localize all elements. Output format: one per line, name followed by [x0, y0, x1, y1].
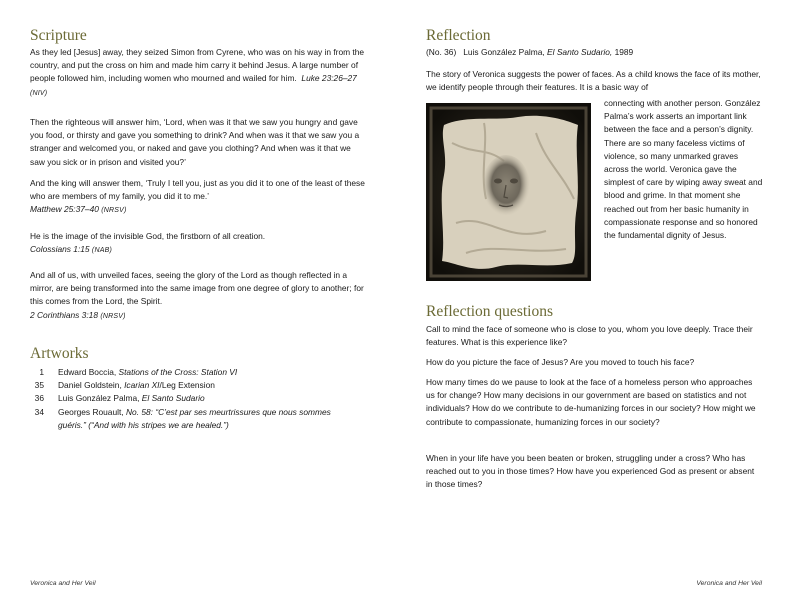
artwork-title: Icarian XI — [124, 380, 160, 391]
artwork-item — [30, 406, 358, 432]
passage-version: (NRSV) — [100, 312, 126, 320]
shroud-image — [426, 103, 591, 281]
artwork-item — [30, 379, 370, 392]
passage-text: And the king will answer them, ‘Truly I tell you, just as you did it to one of the least of these who are members of my family, you did it to me.’ — [30, 178, 365, 202]
credit-artist: Luis González Palma, — [463, 47, 545, 57]
artwork-item — [30, 366, 370, 379]
right-page — [396, 0, 792, 612]
artworks-list — [30, 366, 370, 432]
reflection-intro: The story of Veronica suggests the power of faces. As a child knows the face of its mother, we identify people through their features. It is a basic way of — [426, 69, 761, 93]
artwork-number: 34 — [34, 406, 44, 417]
artwork-title-translation: (“And with his stripes we are healed.”) — [85, 419, 229, 430]
passage-version: (NRSV) — [101, 207, 127, 215]
passage-text: He is the image of the invisible God, the firstborn of all creation. — [30, 231, 266, 241]
passage-text: And all of us, with unveiled faces, seeing the glory of the Lord as though reflected in a mirror, are being transformed into the same image from one degree of glory to another; for this comes from the Lord, the Spirit. — [30, 270, 364, 307]
scripture-passage-colossians — [30, 230, 366, 257]
artwork-number: 1 — [39, 367, 44, 377]
page-footer: Veronica and Her Veil — [30, 580, 96, 587]
credit-year: 1989 — [614, 47, 634, 57]
artwork-credit — [426, 46, 766, 59]
artwork-image-el-santo-sudario — [426, 103, 591, 281]
question-1: Call to mind the face of someone who is close to you, whom you love deeply. Trace their features. What is this experience like? — [426, 324, 753, 348]
credit-title: El Santo Sudario, — [547, 47, 613, 57]
passage-text: Then the righteous will answer him, ‘Lord, when was it that we saw you hungry and gave you food, or thirsty and gave you something to drink? And when was it that we saw you a stranger and welcomed you, or naked and gave you clothing? And when was it that we saw you sick or in prison and visited you?’ — [30, 117, 360, 167]
question-4: When in your life have you been beaten or broken, struggling under a cross? Who has reached out to you in those times? How have you experienced God as present or absent in those times? — [426, 453, 755, 490]
artwork-title: Stations of the Cross: Station VI — [118, 367, 238, 377]
artwork-artist: Georges Rouault, — [58, 406, 124, 417]
page-footer: Veronica and Her Veil — [696, 580, 762, 587]
passage-version: (NIV) — [30, 89, 48, 97]
passage-version: (NAB) — [91, 247, 112, 255]
artwork-artist: Luis González Palma, — [58, 393, 140, 404]
artwork-number: 35 — [34, 380, 44, 391]
passage-reference: Luke 23:26–27 — [301, 73, 357, 84]
scripture-passage-matthew-b — [30, 177, 366, 218]
scripture-passage-corinthians — [30, 269, 366, 323]
question-2: How do you picture the face of Jesus? Are you moved to touch his face? — [426, 357, 695, 367]
reflection-body: connecting with another person. González Palma’s work asserts an important link between the face and a person’s dignity. There are so many faceless victims of violence, so many unmarked graves across the world. Veronica gave the simplest of care by wiping away sweat and blood and grime. In that moment she reached out from her basic humanity in compassionate response and so honored the fundamental dignity of Jesus. — [604, 98, 763, 241]
artwork-item — [30, 392, 370, 405]
question-3: How many times do we pause to look at the face of a homeless person who approaches us for change? How many decisions in our government are based on statistics and not individuals? How do we contribute to de-humanizing forces in our society? How might we contribute to compassionate, humanizing forces in our society? — [426, 377, 756, 427]
artwork-artist: Daniel Goldstein, — [58, 380, 122, 391]
passage-reference: Matthew 25:37–40 — [30, 204, 99, 215]
passage-text: As they led [Jesus] away, they seized Simon from Cyrene, who was on his way in from the country, and put the cross on him and made him carry it behind Jesus. A large number of people followed him, including women who mourned and wailed for him. — [30, 47, 365, 84]
scripture-heading: Scripture — [30, 27, 87, 44]
artwork-artist: Edward Boccia, — [58, 367, 117, 377]
artwork-title: El Santo Sudario — [141, 393, 205, 404]
artwork-title-suffix: /Leg Extension — [159, 380, 215, 391]
scripture-passage-luke — [30, 46, 366, 100]
reflection-heading: Reflection — [426, 27, 491, 44]
passage-reference: Colossians 1:15 — [30, 244, 90, 255]
reflection-questions-heading: Reflection questions — [426, 303, 553, 320]
credit-number: (No. 36) — [426, 47, 457, 57]
artworks-heading: Artworks — [30, 345, 89, 362]
passage-reference: 2 Corinthians 3:18 — [30, 309, 98, 320]
artwork-number: 36 — [34, 393, 44, 404]
scripture-passage-matthew-a — [30, 116, 366, 169]
artwork-title: No. 58: “C’est par ses meurtrissures que nous sommes guéris.” — [58, 406, 331, 430]
